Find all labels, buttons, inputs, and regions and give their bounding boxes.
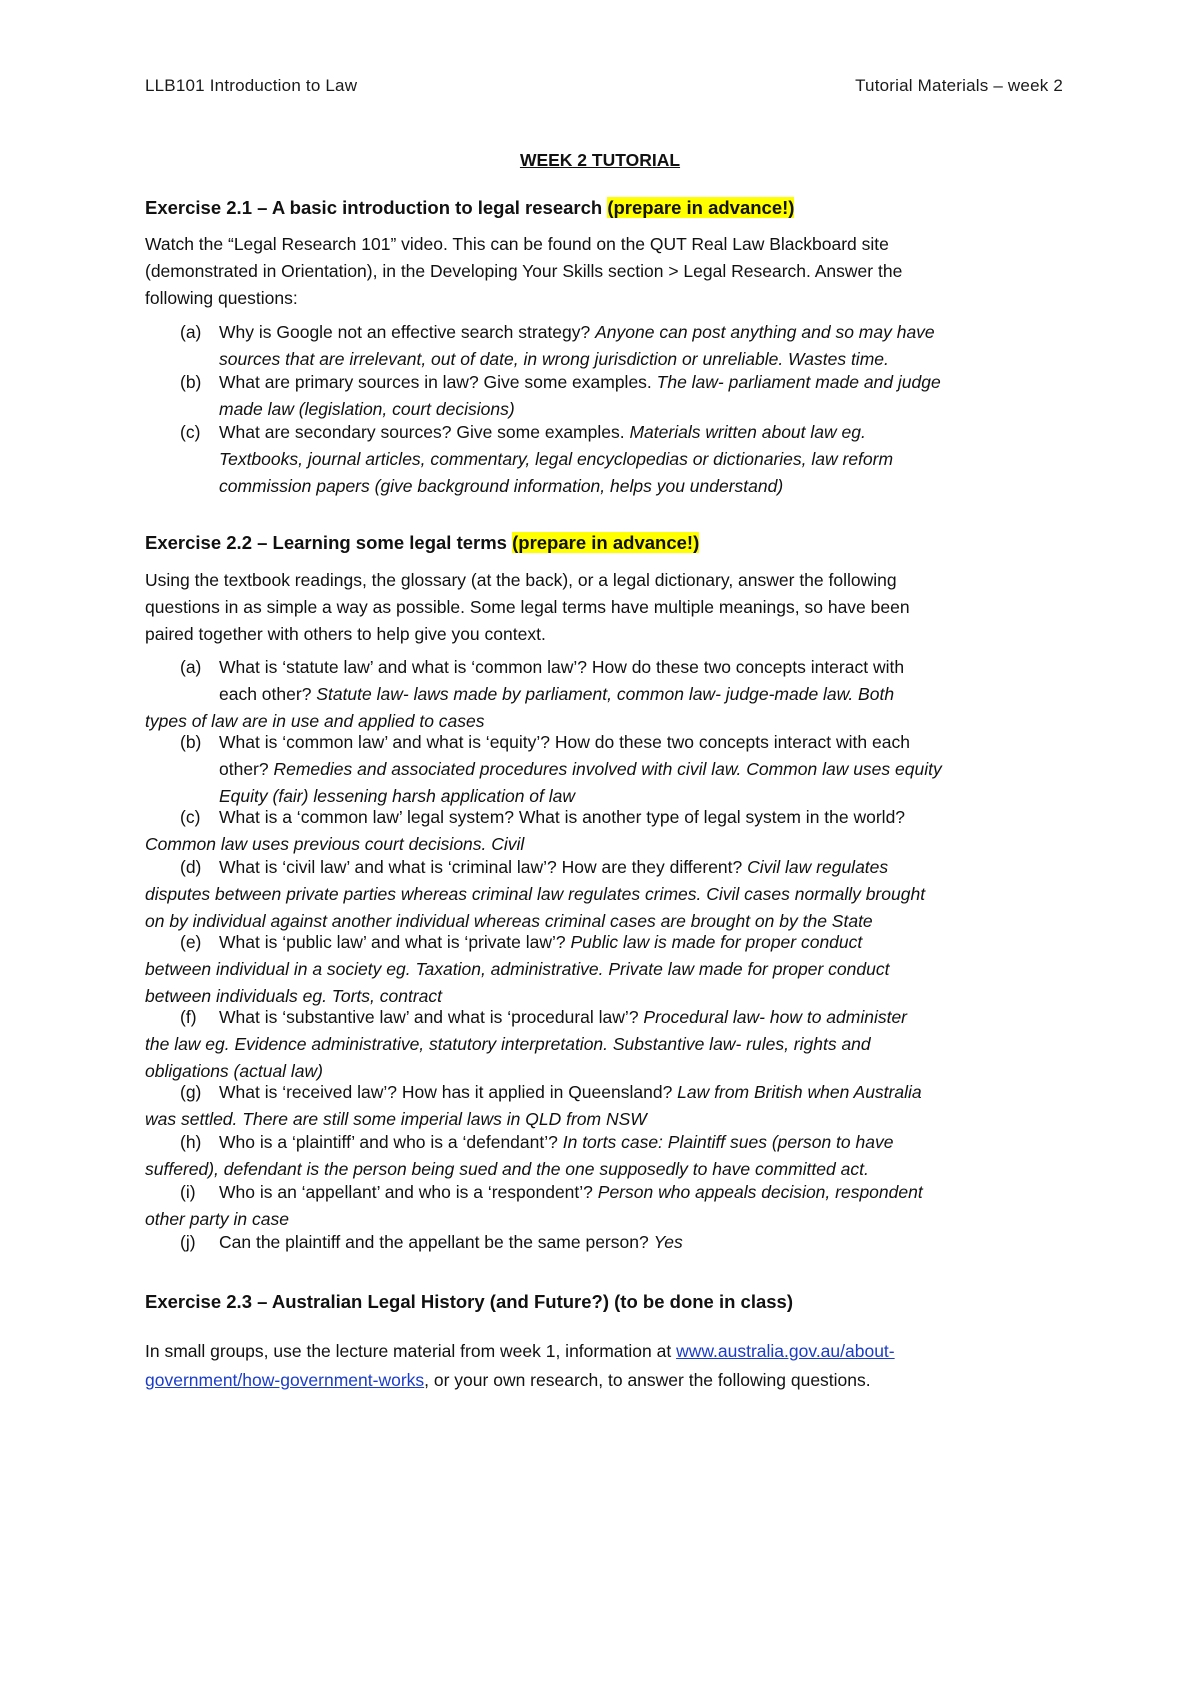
question-text: What is ‘public law’ and what is ‘private law’? — [219, 932, 571, 952]
exercise-2-2-highlight: (prepare in advance!) — [512, 532, 700, 553]
answer-text: on by individual against another individual whereas criminal cases are brought on by the State — [145, 911, 873, 931]
answer-text: Common law uses previous court decisions. Civil — [145, 834, 525, 854]
answer-text: Equity (fair) lessening harsh application of law — [219, 786, 576, 806]
exercise-2-2-heading — [145, 532, 699, 554]
answer-text: between individual in a society eg. Taxation, administrative. Private law made for proper conduct — [145, 959, 890, 979]
exercise-2-1-heading — [145, 197, 794, 219]
answer-text: other party in case — [145, 1209, 289, 1229]
answer-text: the law eg. Evidence administrative, statutory interpretation. Substantive law- rules, rights and — [145, 1034, 871, 1054]
answer-text: Anyone can post anything and so may have — [595, 322, 935, 342]
answer-text: between individuals eg. Torts, contract — [145, 986, 443, 1006]
header-course: LLB101 Introduction to Law — [145, 76, 358, 95]
question-label: (c) — [180, 807, 201, 827]
question-text: What is ‘substantive law’ and what is ‘procedural law’? — [219, 1007, 644, 1027]
question-2-2-i — [145, 1179, 1065, 1233]
page-title: WEEK 2 TUTORIAL — [519, 150, 681, 170]
intro-text: , or your own research, to answer the following questions. — [424, 1370, 871, 1390]
question-text: each other? — [219, 684, 317, 704]
question-2-1-b — [145, 369, 1065, 423]
exercise-2-3-heading: Exercise 2.3 – Australian Legal History (and Future?) (to be done in class) — [145, 1291, 794, 1312]
answer-text: Civil law regulates — [747, 857, 889, 877]
question-text: Who is a ‘plaintiff’ and who is a ‘defendant’? — [219, 1132, 563, 1152]
answer-text: Person who appeals decision, respondent — [597, 1182, 923, 1202]
question-label: (c) — [180, 422, 201, 442]
question-label: (e) — [180, 932, 202, 952]
question-label: (f) — [180, 1007, 197, 1027]
header-section: Tutorial Materials – week 2 — [855, 76, 1063, 95]
question-label: (h) — [180, 1132, 202, 1152]
question-text: What is ‘common law’ and what is ‘equity’? How do these two concepts interact with each — [219, 732, 910, 752]
question-2-2-a — [145, 654, 1065, 735]
intro-line: (demonstrated in Orientation), in the Developing Your Skills section > Legal Research. Answer the — [145, 261, 903, 281]
answer-text: Yes — [653, 1232, 683, 1252]
answer-text: The law- parliament made and judge — [656, 372, 941, 392]
exercise-2-3-intro — [145, 1337, 1060, 1395]
answer-text: Remedies and associated procedures involved with civil law. Common law uses equity — [273, 759, 942, 779]
answer-text: Textbooks, journal articles, commentary, legal encyclopedias or dictionaries, law reform — [219, 449, 894, 469]
answer-text: Procedural law- how to administer — [643, 1007, 908, 1027]
answer-text: suffered), defendant is the person being sued and the one supposedly to have committed act. — [145, 1159, 869, 1179]
question-text: What is ‘civil law’ and what is ‘criminal law’? How are they different? — [219, 857, 748, 877]
question-2-2-c — [145, 804, 1065, 858]
question-label: (g) — [180, 1082, 202, 1102]
answer-text: made law (legislation, court decisions) — [219, 399, 515, 419]
australia-gov-link[interactable]: government/how-government-works — [145, 1370, 425, 1390]
answer-text: commission papers (give background information, helps you understand) — [219, 476, 784, 496]
question-2-2-e — [145, 929, 1065, 1010]
intro-line: paired together with others to help give you context. — [145, 624, 546, 644]
exercise-2-2-heading-text: Exercise 2.2 – Learning some legal terms — [145, 532, 513, 553]
question-label: (i) — [180, 1182, 196, 1202]
answer-text: In torts case: Plaintiff sues (person to have — [562, 1132, 894, 1152]
exercise-2-1-intro — [145, 231, 1060, 312]
answer-text: disputes between private parties whereas criminal law regulates crimes. Civil cases normally brought — [145, 884, 926, 904]
intro-line: following questions: — [145, 288, 298, 308]
question-2-1-c — [145, 419, 1065, 500]
question-text: Who is an ‘appellant’ and who is a ‘respondent’? — [219, 1182, 598, 1202]
answer-text: Statute law- laws made by parliament, common law- judge-made law. Both — [316, 684, 895, 704]
question-label: (b) — [180, 372, 202, 392]
question-text: What is a ‘common law’ legal system? What is another type of legal system in the world? — [219, 807, 906, 827]
question-label: (j) — [180, 1232, 196, 1252]
question-label: (a) — [180, 322, 202, 342]
question-text: What are secondary sources? Give some examples. — [219, 422, 630, 442]
question-text: other? — [219, 759, 274, 779]
answer-text: sources that are irrelevant, out of date, in wrong jurisdiction or unreliable. Wastes time. — [219, 349, 889, 369]
intro-text: In small groups, use the lecture material from week 1, information at — [145, 1341, 677, 1361]
answer-text: Public law is made for proper conduct — [570, 932, 863, 952]
exercise-2-2-intro — [145, 567, 1060, 648]
question-text: What are primary sources in law? Give some examples. — [219, 372, 657, 392]
intro-line: Using the textbook readings, the glossary (at the back), or a legal dictionary, answer the following — [145, 570, 897, 590]
question-label: (a) — [180, 657, 202, 677]
question-2-2-j — [145, 1229, 1065, 1256]
exercise-2-1-heading-text: Exercise 2.1 – A basic introduction to legal research — [145, 197, 608, 218]
australia-gov-link[interactable]: www.australia.gov.au/about- — [676, 1341, 895, 1361]
intro-line: questions in as simple a way as possible. Some legal terms have multiple meanings, so have been — [145, 597, 910, 617]
question-2-1-a — [145, 319, 1065, 373]
question-2-2-d — [145, 854, 1065, 935]
answer-text: obligations (actual law) — [145, 1061, 324, 1081]
answer-text: Materials written about law eg. — [629, 422, 866, 442]
answer-text: types of law are in use and applied to cases — [145, 711, 485, 731]
question-text: Can the plaintiff and the appellant be the same person? — [219, 1232, 654, 1252]
intro-line: Watch the “Legal Research 101” video. This can be found on the QUT Real Law Blackboard site — [145, 234, 889, 254]
question-text: What is ‘received law’? How has it applied in Queensland? — [219, 1082, 678, 1102]
question-2-2-f — [145, 1004, 1065, 1085]
answer-text: was settled. There are still some imperial laws in QLD from NSW — [145, 1109, 647, 1129]
question-2-2-h — [145, 1129, 1065, 1183]
question-2-2-g — [145, 1079, 1065, 1133]
question-text: Why is Google not an effective search strategy? — [219, 322, 596, 342]
question-label: (d) — [180, 857, 202, 877]
question-2-2-b — [145, 729, 1065, 810]
question-label: (b) — [180, 732, 202, 752]
answer-text: Law from British when Australia — [677, 1082, 922, 1102]
exercise-2-1-highlight: (prepare in advance!) — [607, 197, 795, 218]
question-text: What is ‘statute law’ and what is ‘common law’? How do these two concepts interact with — [219, 657, 905, 677]
